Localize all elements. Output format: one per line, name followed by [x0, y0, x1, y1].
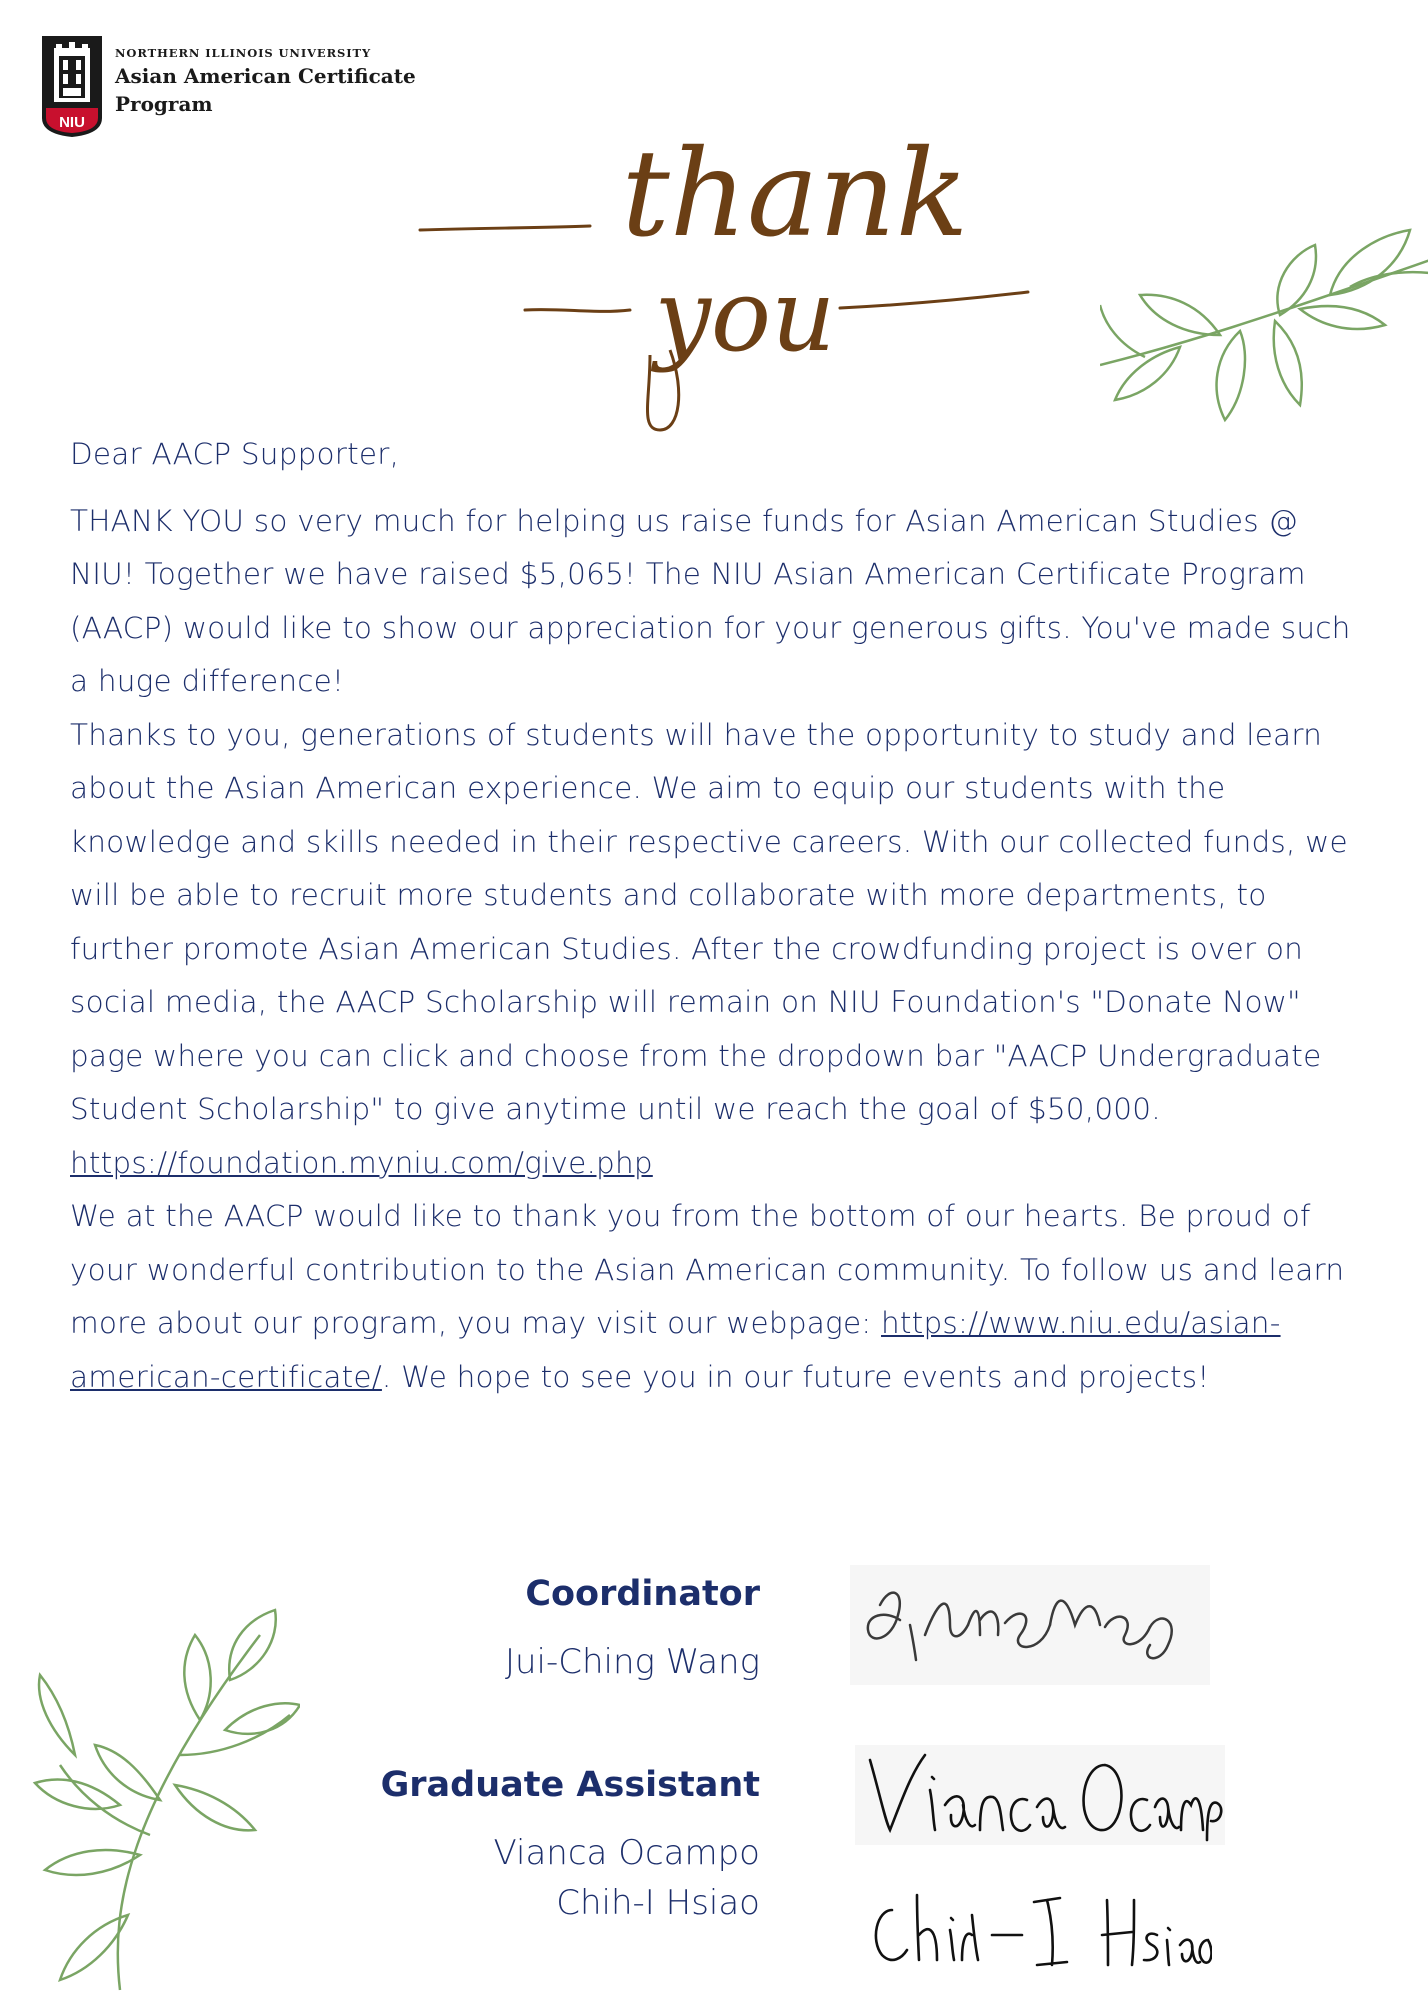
leaf-branch-icon: [1100, 225, 1428, 455]
coordinator-title: Coordinator: [525, 1574, 760, 1614]
thank-you-headline: [400, 100, 1040, 440]
paragraph-thank-you: THANK YOU so very much for helping us raise funds for Asian American Studies @ NIU! Together we have raised $5,065! The NIU Asian American Certificate Program (AACP) would like to show our appreciation for your generous gifts. You've made such a huge difference!: [70, 503, 1351, 698]
signature-jui-ching-wang: [850, 1565, 1210, 1685]
logo-text: [115, 46, 416, 116]
graduate-assistant-name-1: Vianca Ocampo: [493, 1833, 760, 1873]
svg-text:you: you: [654, 257, 836, 374]
paragraph-impact: Thanks to you, generations of students will have the opportunity to study and learn about the Asian American experience. We aim to equip our students with the knowledge and skills needed in their respective careers. With our collected funds, we will be able to recruit more students and collaborate with more departments, to further promote Asian American Studies. After the crowdfunding project is over on social media, the AACP Scholarship will remain on NIU Foundation's "Donate Now" page where you can click and choose from the dropdown bar "AACP Undergraduate Student Scholarship" to give anytime until we reach the goal of $50,000.: [70, 717, 1348, 1126]
niu-logo-icon: [40, 34, 104, 138]
donation-link-paragraph: [70, 1137, 1370, 1191]
coordinator-block: [505, 1572, 760, 1682]
svg-text:NIU: NIU: [59, 114, 85, 131]
graduate-assistant-block: [381, 1763, 760, 1923]
graduate-assistant-name-2: Chih-I Hsiao: [556, 1883, 760, 1923]
university-name: NORTHERN ILLINOIS UNIVERSITY: [115, 46, 372, 60]
greeting: Dear AACP Supporter,: [70, 437, 400, 471]
graduate-assistant-title: Graduate Assistant: [380, 1765, 760, 1805]
coordinator-name: Jui-Ching Wang: [504, 1642, 760, 1682]
program-name-line2: Program: [115, 92, 213, 116]
letter-body: [70, 428, 1370, 1404]
donation-link[interactable]: https://foundation.myniu.com/give.php: [70, 1145, 653, 1180]
signature-vianca-ocampo: [855, 1745, 1225, 1845]
svg-text:thank: thank: [621, 125, 969, 264]
signature-chih-i-hsiao: [862, 1880, 1212, 1975]
program-name-line1: Asian American Certificate: [115, 64, 416, 88]
niu-aacp-logo: [40, 34, 440, 139]
closing-text-after-link: . We hope to see you in our future events and projects!: [381, 1359, 1210, 1394]
paragraph-closing: [70, 1190, 1370, 1404]
leaf-branch-bottom-icon: [0, 1605, 300, 1995]
webpage-link[interactable]: https://www.niu.edu/asian-american-certificate/: [70, 1306, 1281, 1394]
closing-text-before-link: We at the AACP would like to thank you from the bottom of our hearts. Be proud of your wonderful contribution to the Asian American community. To follow us and learn more about our program, you may visit our webpage:: [70, 1199, 1345, 1340]
